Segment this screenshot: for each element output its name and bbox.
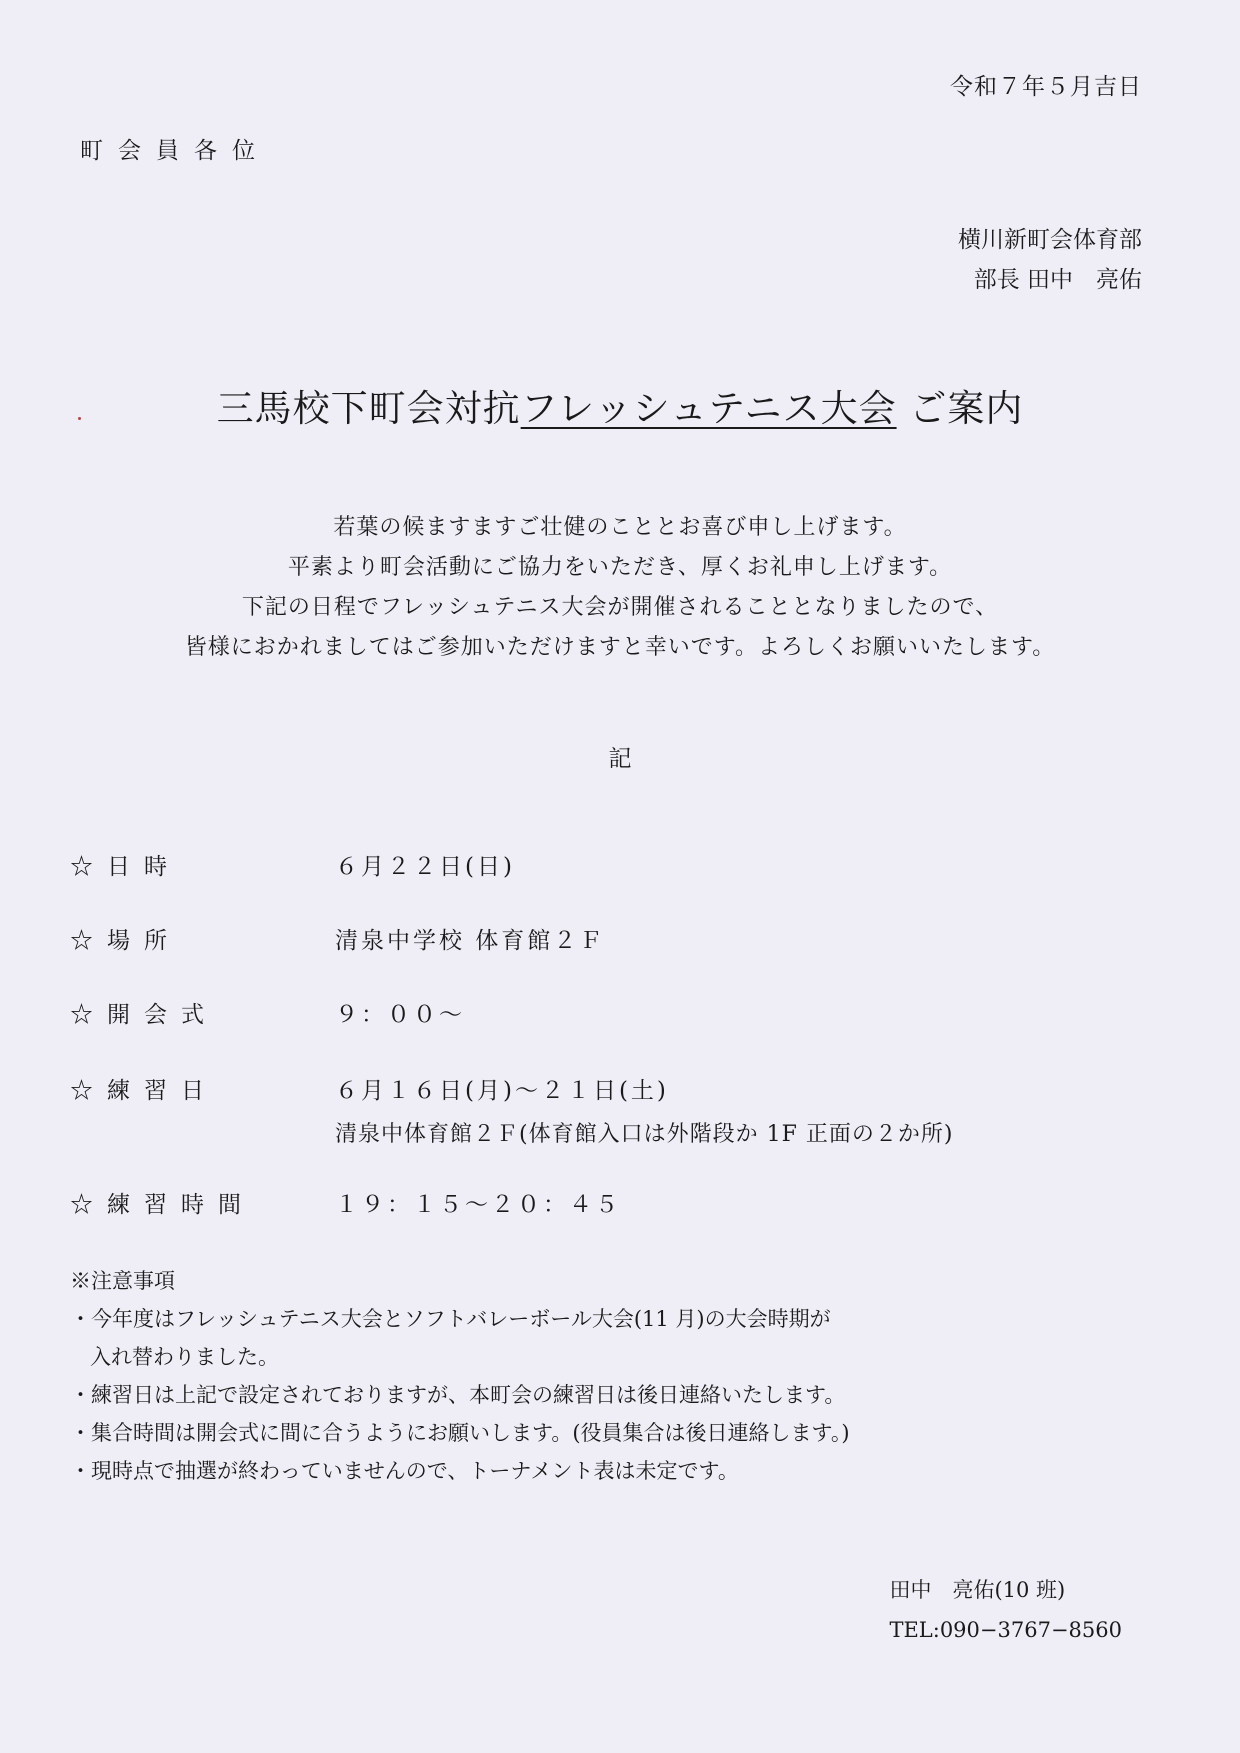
- recipients-line: 町会員各位: [80, 138, 270, 164]
- detail-label: ☆日時: [70, 854, 181, 880]
- detail-row-practice-days: [70, 1072, 953, 1148]
- detail-row-practice-time: [70, 1186, 621, 1219]
- title-underlined: フレッシュテニス大会: [520, 387, 897, 430]
- note-item: ・集合時間は開会式に間に合うようにお願いします。(役員集合は後日連絡します。): [70, 1421, 850, 1445]
- detail-label: ☆場所: [70, 928, 181, 954]
- detail-label: ☆練習時間: [70, 1192, 255, 1218]
- detail-value: 清泉中学校 体育館２Ｆ: [335, 928, 606, 954]
- ki-heading: 記: [608, 746, 632, 772]
- greeting-line: 若葉の候ますますご壮健のこととお喜び申し上げます。: [333, 515, 907, 540]
- greeting-line: 平素より町会活動にご協力をいただき、厚くお礼申し上げます。: [287, 555, 953, 580]
- notes-heading: ※注意事項: [70, 1269, 175, 1293]
- note-item: ・練習日は上記で設定されておりますが、本町会の練習日は後日連絡いたします。: [70, 1383, 846, 1407]
- organization-name: 横川新町会体育部: [958, 227, 1142, 253]
- detail-label: ☆開会式: [70, 1002, 218, 1028]
- detail-value: １９：１５〜２０：４５: [335, 1192, 621, 1218]
- greeting-line: 皆様におかれましてはご参加いただけますと幸いです。よろしくお願いいたします。: [184, 635, 1056, 660]
- signature-block: [889, 1570, 1122, 1650]
- note-item-continuation: 入れ替わりました。: [90, 1345, 279, 1369]
- note-item: ・今年度はフレッシュテニス大会とソフトバレーボール大会(11 月)の大会時期が: [70, 1307, 831, 1331]
- detail-value: ６月２２日(日): [335, 854, 515, 880]
- title-suffix: ご案内: [909, 387, 1024, 430]
- sender-name: 部長 田中 亮佑: [973, 267, 1142, 293]
- sender-block: [958, 220, 1142, 300]
- detail-value: ９：００〜: [335, 1002, 465, 1028]
- detail-value: ６月１６日(月)〜２１日(土): [335, 1078, 669, 1104]
- note-item: ・現時点で抽選が終わっていませんので、トーナメント表は未定です。: [70, 1459, 739, 1483]
- greeting-line: 下記の日程でフレッシュテニス大会が開催されることとなりましたので、: [241, 595, 999, 620]
- greeting-paragraph: [0, 508, 1240, 668]
- detail-row-date: [70, 848, 515, 881]
- detail-row-opening: [70, 996, 465, 1029]
- detail-value-secondary: 清泉中体育館２Ｆ(体育館入口は外階段か 1F 正面の２か所): [335, 1122, 954, 1147]
- document-title: [0, 378, 1240, 432]
- detail-row-place: [70, 922, 605, 955]
- signature-name: 田中 亮佑(10 班): [889, 1578, 1066, 1602]
- detail-label: ☆練習日: [70, 1078, 218, 1104]
- signature-phone: TEL:090−3767−8560: [889, 1618, 1122, 1642]
- notes-section: [70, 1262, 850, 1490]
- document-date: 令和７年５月吉日: [950, 74, 1142, 100]
- title-prefix: 三馬校下町会対抗: [216, 387, 521, 430]
